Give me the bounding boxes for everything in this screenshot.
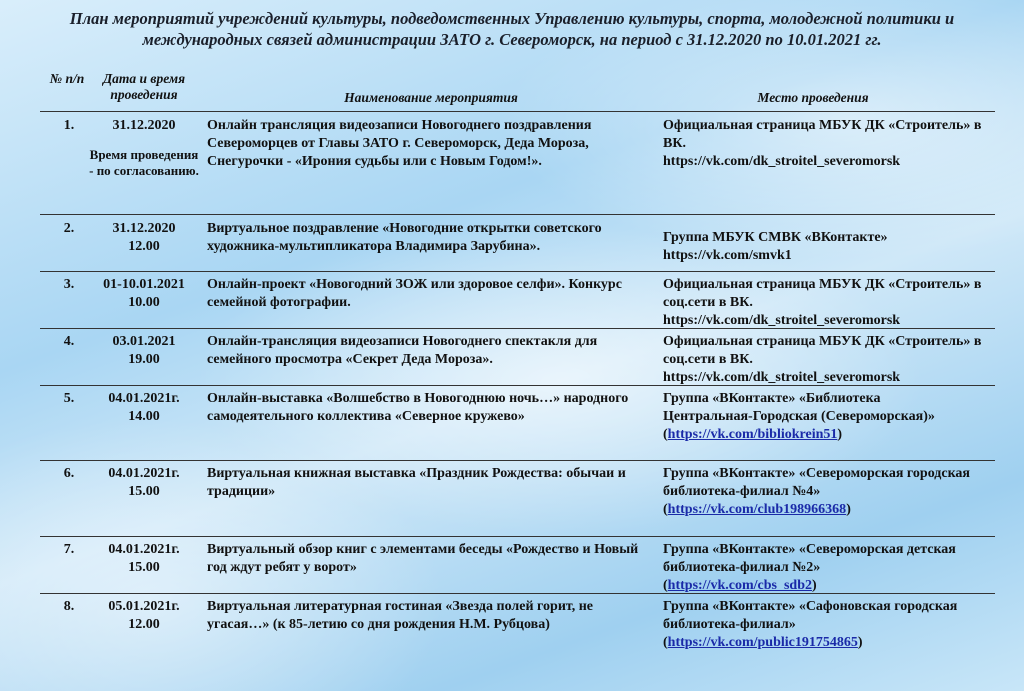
event-place <box>663 333 998 387</box>
event-date <box>88 117 200 179</box>
place-link[interactable]: https://vk.com/cbs_sdb2 <box>667 578 812 593</box>
row-divider <box>40 214 995 215</box>
event-date <box>88 276 200 312</box>
place-link[interactable]: https://vk.com/dk_stroitel_severomorsk <box>663 313 901 328</box>
event-place: Группа «ВКонтакте» «Сафоновская городская библиотека-филиал» (https://vk.com/public191754865) <box>663 598 998 652</box>
place-text: Группа «ВКонтакте» «Североморская детская библиотека-филиал №2» <box>663 542 956 575</box>
event-date-value: 31.12.2020 <box>112 118 176 133</box>
page-title: План мероприятий учреждений культуры, подведомственных Управлению культуры, спорта, молодежной политики и международных связей администрации ЗАТО г. Североморск, на период с 31.12.2020 по 10.01.2021 гг. <box>69 9 955 49</box>
header-num: № п/п <box>49 71 85 86</box>
event-date-value: 05.01.2021г. <box>108 599 180 614</box>
header-place: Место проведения <box>757 90 869 105</box>
event-place: Группа «ВКонтакте» «Североморская городская библиотека-филиал №4» (https://vk.com/club198966368) <box>663 465 998 519</box>
event-time: 15.00 <box>128 560 160 575</box>
row-number: 5. <box>63 391 75 406</box>
event-name: Онлайн-трансляция видеозаписи Новогоднего спектакля для семейного просмотра «Секрет Деда Мороза». <box>207 334 598 367</box>
event-time: 12.00 <box>128 239 160 254</box>
event-name: Виртуальная книжная выставка «Праздник Рождества: обычаи и традиции» <box>207 466 626 499</box>
event-date-value: 31.12.2020 <box>112 221 176 236</box>
header-name: Наименование мероприятия <box>344 90 518 105</box>
place-link[interactable]: https://vk.com/dk_stroitel_severomorsk <box>663 154 901 169</box>
place-text: Официальная страница МБУК ДК «Строитель» в ВК. <box>663 118 982 151</box>
row-number: 4. <box>63 334 75 349</box>
place-link[interactable]: https://vk.com/smvk1 <box>663 248 792 263</box>
row-number: 7. <box>63 542 75 557</box>
event-time: 19.00 <box>128 352 160 367</box>
place-text: Группа «ВКонтакте» «Библиотека Центральная-Городская (Североморская)» <box>663 391 935 424</box>
event-name: Виртуальная литературная гостиная «Звезда полей горит, не угасая…» (к 85-летию со дня рождения Н.М. Рубцова) <box>207 599 593 632</box>
place-link[interactable]: https://vk.com/club198966368 <box>667 502 847 517</box>
row-divider <box>40 271 995 272</box>
event-date-value: 04.01.2021г. <box>108 466 180 481</box>
event-name: Онлайн-проект «Новогодний ЗОЖ или здоровое селфи». Конкурс семейной фотографии. <box>207 277 622 310</box>
header-date: Дата и время проведения <box>102 71 186 102</box>
place-text: Официальная страница МБУК ДК «Строитель» в соц.сети в ВК. <box>663 277 982 310</box>
event-date <box>88 220 200 256</box>
place-link[interactable]: https://vk.com/public191754865 <box>667 635 858 650</box>
event-time: 10.00 <box>128 295 160 310</box>
event-place: Группа «ВКонтакте» «Североморская детская библиотека-филиал №2» (https://vk.com/cbs_sdb2) <box>663 541 998 595</box>
place-text: Официальная страница МБУК ДК «Строитель» в соц.сети в ВК. <box>663 334 982 367</box>
place-text: Группа «ВКонтакте» «Сафоновская городская библиотека-филиал» <box>663 599 958 632</box>
event-place <box>663 229 998 265</box>
event-place: Группа «ВКонтакте» «Библиотека Центральная-Городская (Североморская)» (https://vk.com/bibliokrein51) <box>663 390 963 444</box>
row-divider <box>40 111 995 112</box>
event-date <box>88 598 200 634</box>
row-number: 6. <box>63 466 75 481</box>
event-date <box>88 465 200 501</box>
event-date <box>88 541 200 577</box>
event-name: Онлайн трансляция видеозаписи Новогоднего поздравления Североморцев от Главы ЗАТО г. Североморск, Деда Мороза, Снегурочки - «Ирония судьбы или с Новым Годом!». <box>207 118 592 169</box>
event-date-value: 03.01.2021 <box>112 334 176 349</box>
event-name: Виртуальный обзор книг с элементами беседы «Рождество и Новый год ждут ребят у ворот» <box>207 542 639 575</box>
event-date <box>88 390 200 426</box>
event-time: 14.00 <box>128 409 160 424</box>
row-number: 1. <box>63 118 75 133</box>
event-date-value: 01-10.01.2021 <box>103 277 185 292</box>
event-date-value: 04.01.2021г. <box>108 542 180 557</box>
row-number: 2. <box>63 221 75 236</box>
event-place <box>663 276 998 330</box>
row-divider <box>40 536 995 537</box>
place-link[interactable]: https://vk.com/dk_stroitel_severomorsk <box>663 370 901 385</box>
event-time: 15.00 <box>128 484 160 499</box>
event-name: Виртуальное поздравление «Новогодние открытки советского художника-мультипликатора Владимира Зарубина». <box>207 221 602 254</box>
place-link[interactable]: https://vk.com/bibliokrein51 <box>667 427 838 442</box>
row-number: 3. <box>63 277 75 292</box>
event-date-value: 04.01.2021г. <box>108 391 180 406</box>
event-date <box>88 333 200 369</box>
event-name: Онлайн-выставка «Волшебство в Новогоднюю ночь…» народного самодеятельного коллектива «Северное кружево» <box>207 391 629 424</box>
row-number: 8. <box>63 599 75 614</box>
event-time: 12.00 <box>128 617 160 632</box>
row-divider <box>40 460 995 461</box>
place-text: Группа «ВКонтакте» «Североморская городская библиотека-филиал №4» <box>663 466 971 499</box>
event-time-note: Время проведения - по согласованию. <box>89 147 199 178</box>
event-place <box>663 117 998 171</box>
place-text: Группа МБУК СМВК «ВКонтакте» <box>663 230 888 245</box>
